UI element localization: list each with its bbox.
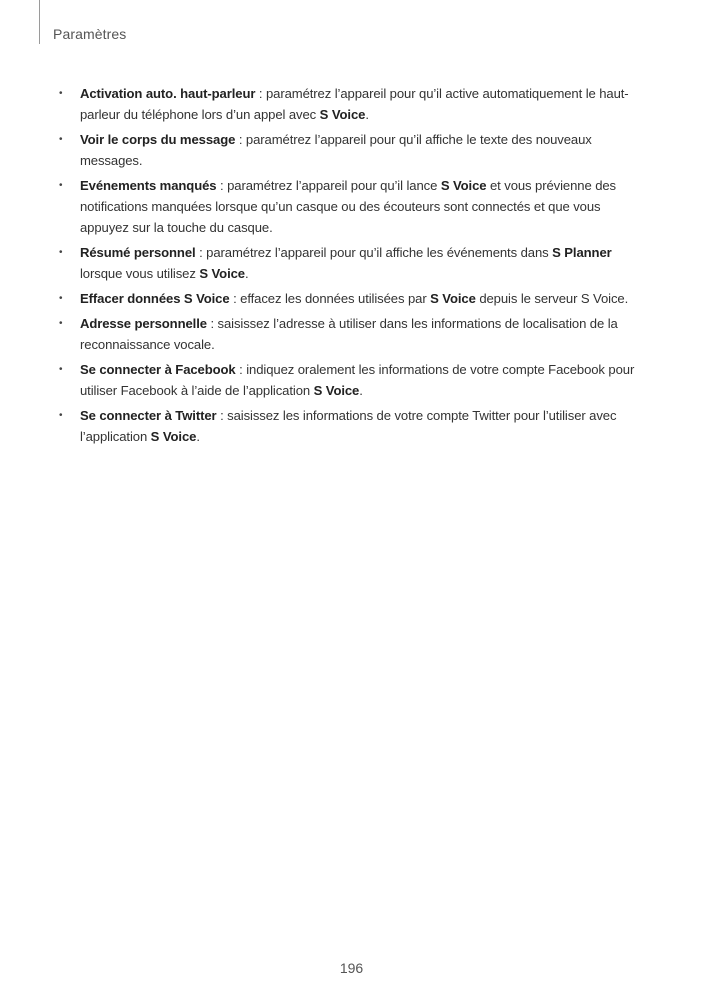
item-text: : indiquez oralement les informations de votre compte Facebook pour utiliser Facebook à l’aide de l’application [80,362,635,398]
item-term: S Planner [552,245,612,260]
item-term: Se connecter à Twitter [80,408,217,423]
list-item [57,129,642,171]
item-text: : paramétrez l’appareil pour qu’il affiche le texte des nouveaux messages. [80,132,592,168]
item-text: . [196,429,200,444]
item-text: : paramétrez l’appareil pour qu’il affiche les événements dans [195,245,553,260]
bullet-icon: • [59,318,63,329]
item-term: Voir le corps du message [80,132,236,147]
item-term: Se connecter à Facebook [80,362,236,377]
item-term: S Voice [319,107,366,122]
bullet-icon: • [59,364,63,375]
item-term: Adresse personnelle [80,316,207,331]
list-item [57,405,642,447]
bullet-icon: • [59,247,63,258]
item-term: Résumé personnel [80,245,196,260]
item-term: S Voice [440,178,487,193]
list-item [57,83,642,125]
bullet-icon: • [59,293,63,304]
bullet-icon: • [59,410,63,421]
item-term: Effacer données S Voice [80,291,230,306]
list-item [57,288,642,309]
page-header-title: Paramètres [53,26,127,42]
item-term: S Voice [430,291,476,306]
bullet-icon: • [59,134,63,145]
item-text: : paramétrez l’appareil pour qu’il active automatiquement le haut-parleur du téléphone lors d’un appel avec [80,86,629,122]
item-term: Activation auto. haut-parleur [80,86,256,101]
list-item [57,359,642,401]
list-item [57,242,642,284]
item-text: depuis le serveur S Voice. [475,291,629,306]
item-term: S Voice [150,429,197,444]
bullet-icon: • [59,180,63,191]
item-term: S Voice [199,266,245,281]
item-text: : paramétrez l’appareil pour qu’il lance [216,178,441,193]
item-text: : effacez les données utilisées par [229,291,431,306]
bullet-icon: • [59,88,63,99]
item-term: Evénements manqués [80,178,217,193]
item-text: : saisissez les informations de votre compte Twitter pour l’utiliser avec l’application [80,408,617,444]
item-text: : saisissez l’adresse à utiliser dans les informations de localisation de la reconnaissance vocale. [80,316,618,352]
header-divider-line [39,0,40,44]
list-item [57,175,642,238]
item-text: lorsque vous utilisez [80,266,200,281]
page-number: 196 [339,960,364,976]
item-text: . [365,107,369,122]
item-text: . [359,383,363,398]
item-text: . [244,266,249,281]
item-term: S Voice [313,383,360,398]
item-text: et vous prévienne des notifications manquées lorsque qu’un casque ou des écouteurs sont connectés et que vous appuyez sur la touche du casque. [80,178,617,235]
list-item [57,313,642,355]
settings-description-list [57,83,642,451]
